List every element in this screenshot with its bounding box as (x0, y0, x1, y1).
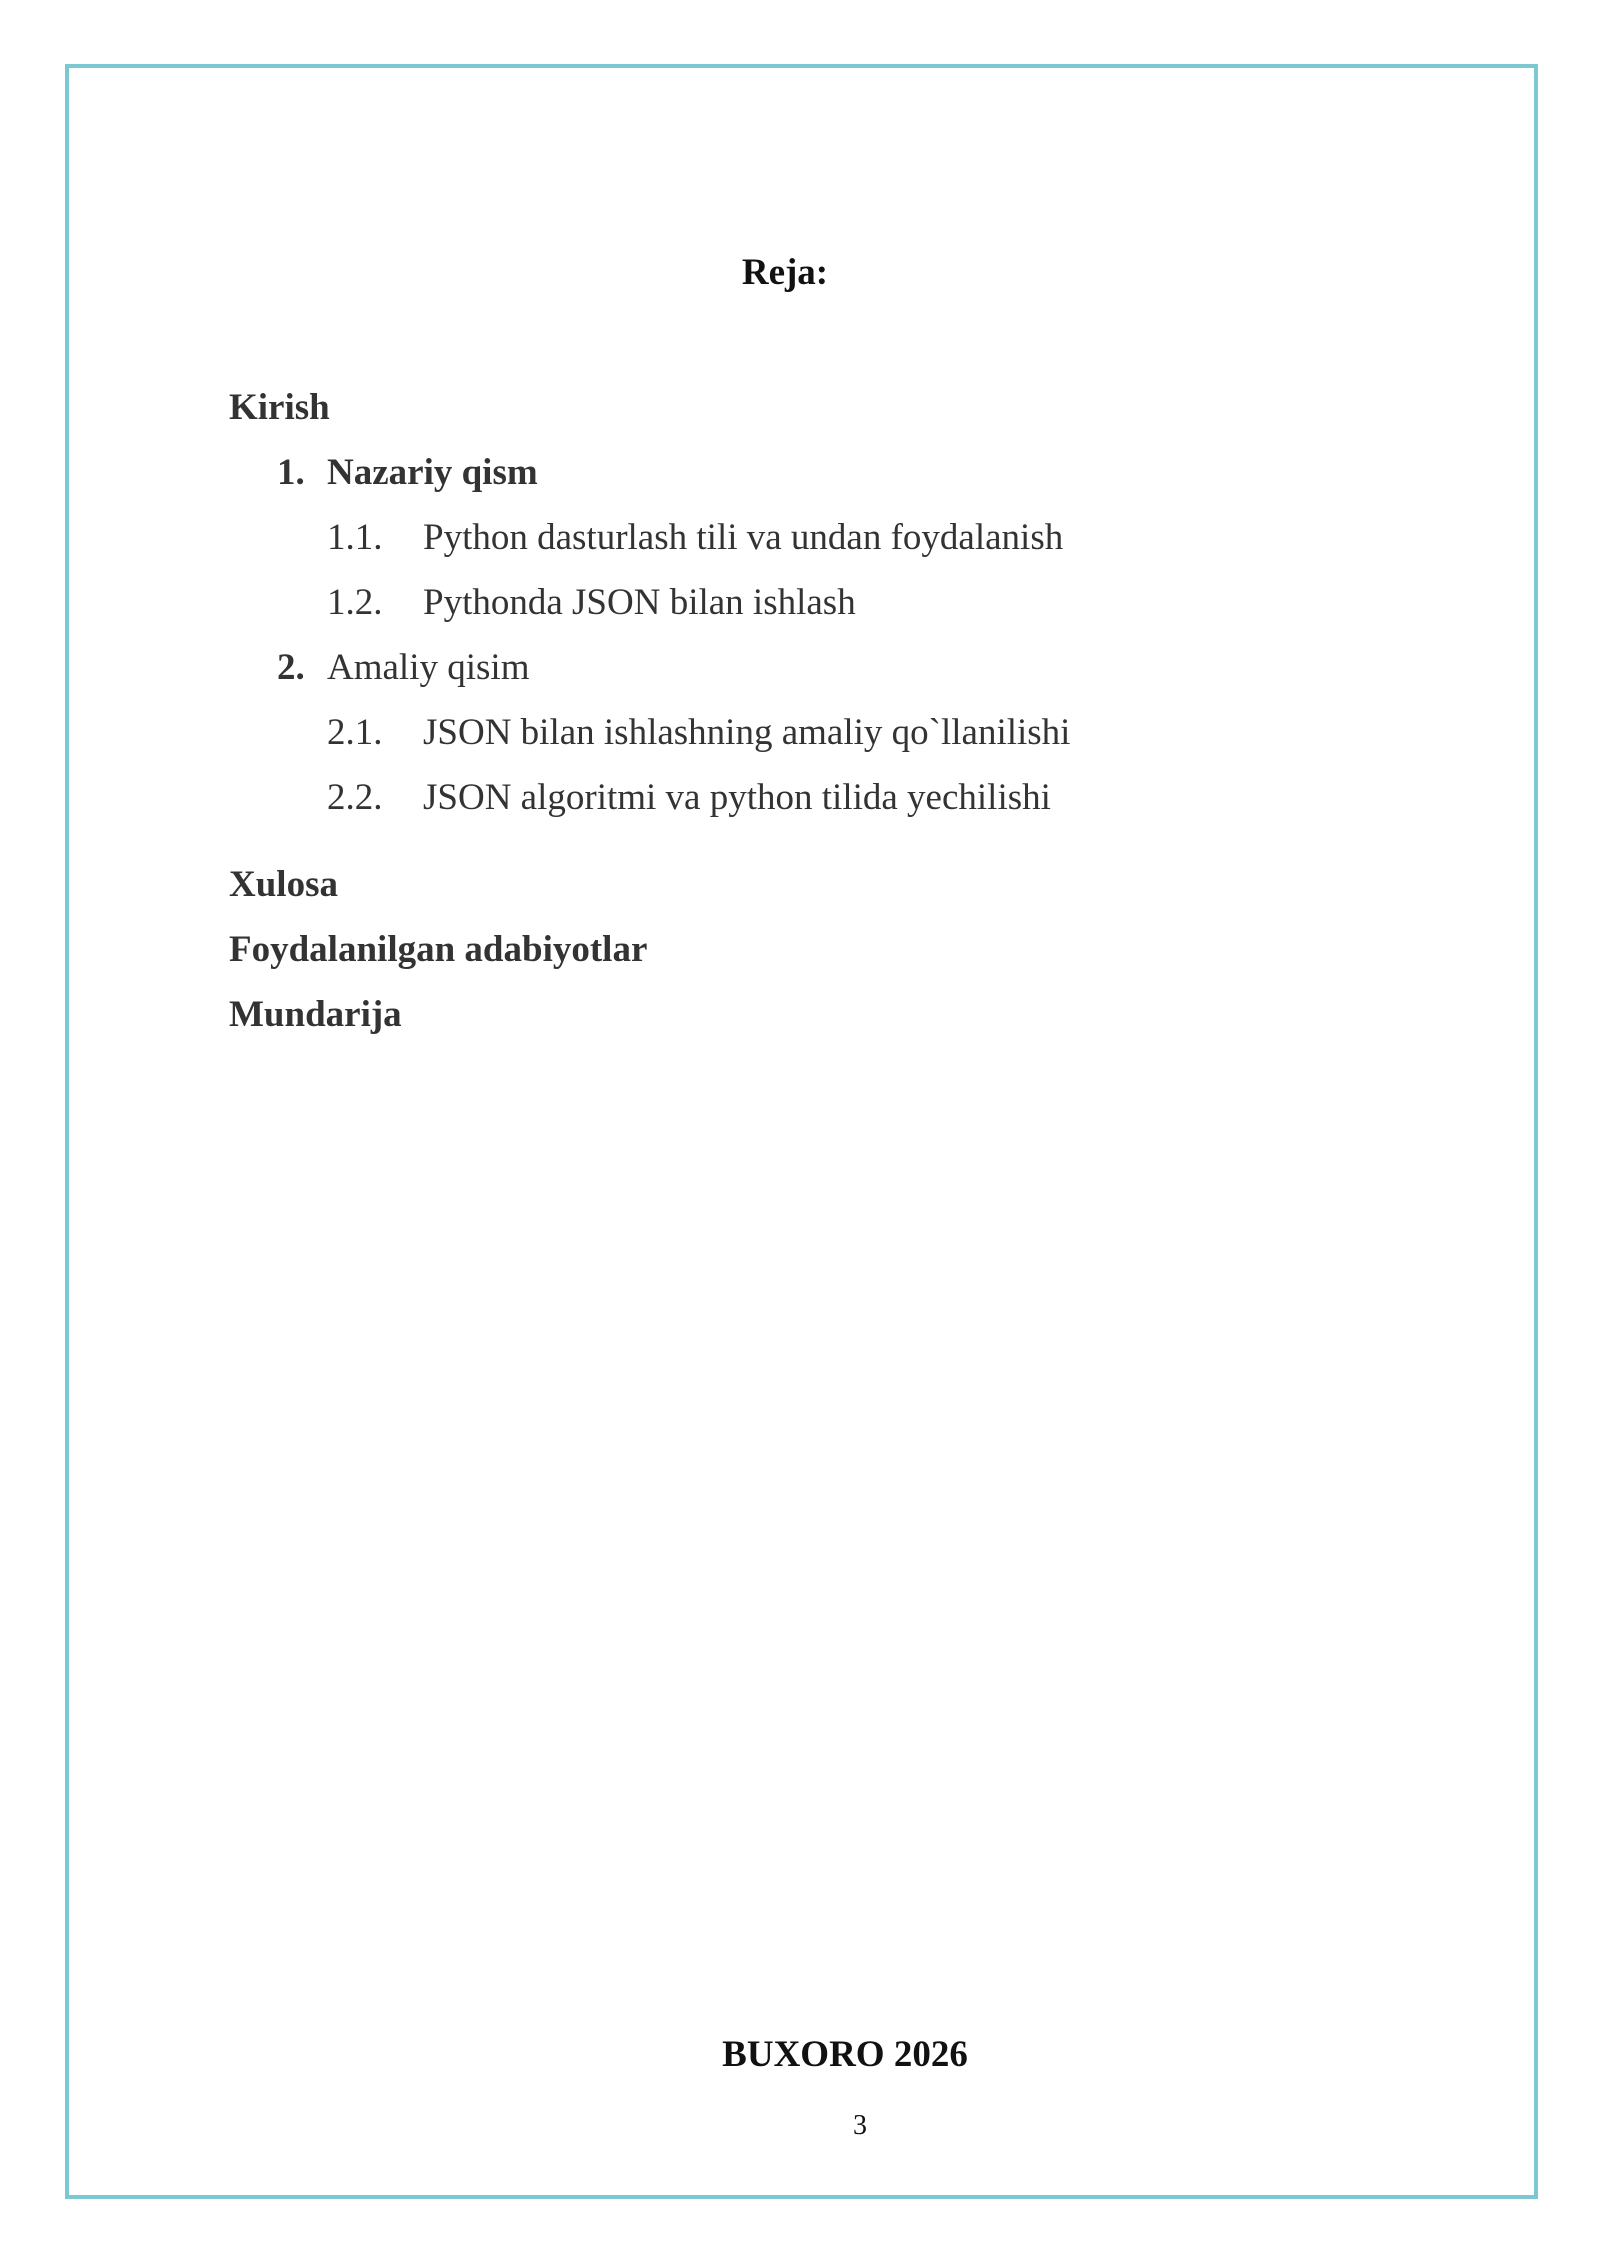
outline-item-references: Foydalanilgan adabiyotlar (229, 929, 648, 970)
section-number: 1. (277, 452, 305, 493)
outline-section-2 (229, 635, 1429, 700)
outline-section-1 (229, 440, 1429, 505)
subsection-label: Pythonda JSON bilan ishlash (423, 582, 856, 623)
section-label: Amaliy qisim (327, 647, 530, 688)
section-number: 2. (277, 647, 305, 688)
outline-subsection-2-2 (229, 765, 1429, 830)
outline-subsection-2-1 (229, 700, 1429, 765)
section-label: Nazariy qism (327, 452, 538, 493)
page-title: Reja: (741, 252, 829, 293)
subsection-number: 2.2. (327, 777, 383, 818)
subsection-number: 2.1. (327, 712, 383, 753)
subsection-label: JSON bilan ishlashning amaliy qo`llanilishi (423, 712, 1071, 753)
outline-item-contents: Mundarija (229, 994, 402, 1035)
outline-subsection-1-1 (229, 505, 1429, 570)
plan-outline (229, 375, 1429, 1047)
outline-item-conclusion: Xulosa (229, 864, 338, 905)
subsection-number: 1.1. (327, 517, 383, 558)
page-number: 3 (853, 2110, 867, 2141)
subsection-number: 1.2. (327, 582, 383, 623)
outline-item-intro: Kirish (229, 387, 330, 428)
subsection-label: Python dasturlash tili va undan foydalanish (423, 517, 1064, 558)
footer-city-year: BUXORO 2026 (722, 2034, 968, 2075)
subsection-label: JSON algoritmi va python tilida yechilishi (423, 777, 1051, 818)
outline-subsection-1-2 (229, 570, 1429, 635)
